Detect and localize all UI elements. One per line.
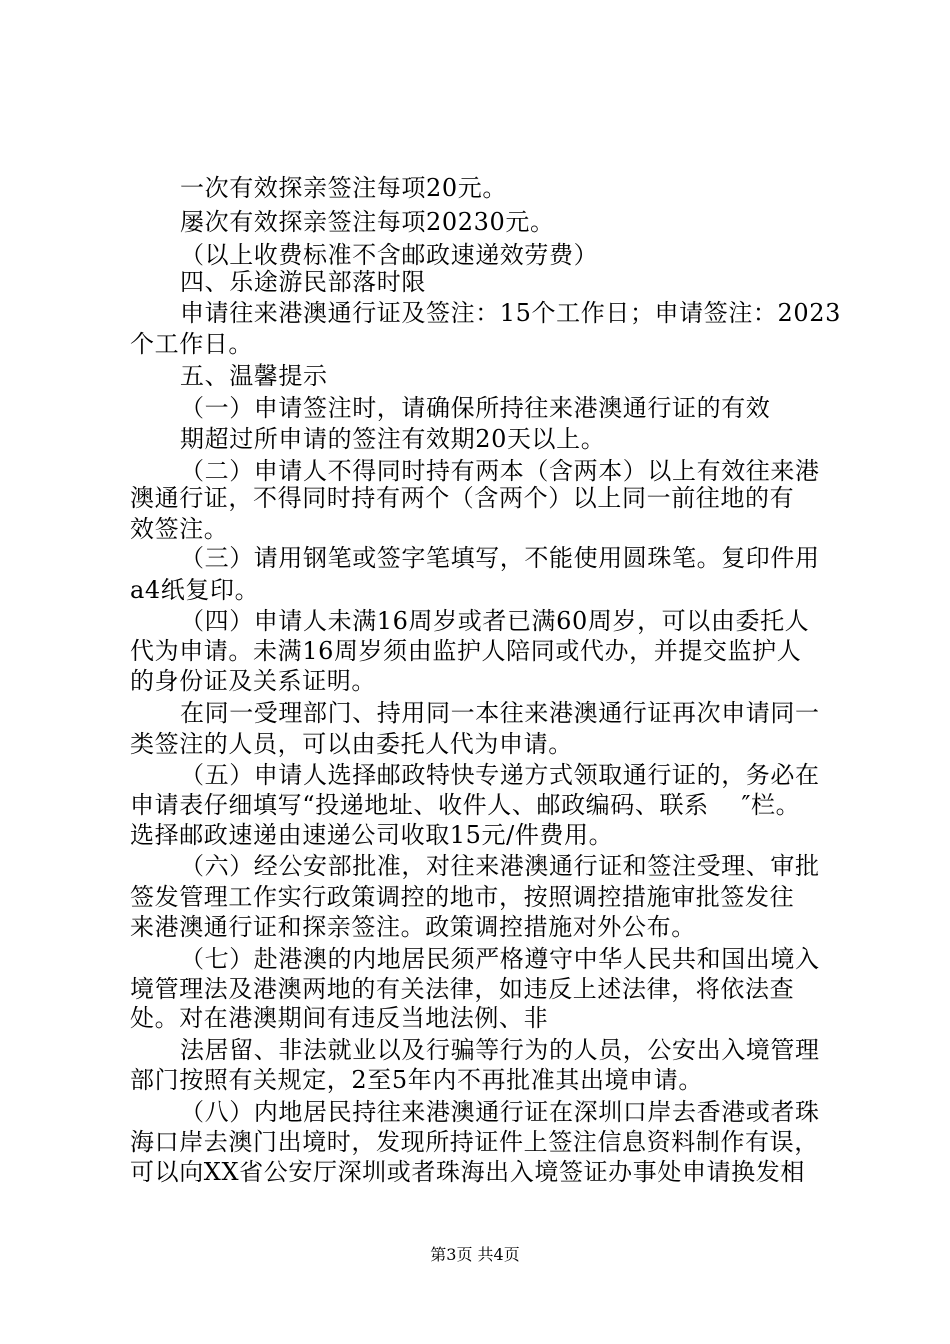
text-line: 来港澳通行证和探亲签注。政策调控措施对外公布。	[130, 913, 696, 941]
text-line: 在同一受理部门、持用同一本往来港澳通行证再次申请同一	[180, 699, 820, 727]
text-line: 澳通行证，不得同时持有两个（含两个）以上同一前往地的有	[130, 484, 795, 512]
text-line: 屡次有效探亲签注每项20230元。	[180, 208, 555, 236]
text-line: （一）申请签注时，请确保所持往来港澳通行证的有效	[180, 394, 771, 422]
text-line: 效签注。	[130, 515, 229, 543]
text-line: 一次有效探亲签注每项20元。	[180, 174, 507, 202]
text-line: 可以向XX省公安厅深圳或者珠海出入境签证办事处申请换发相	[130, 1158, 805, 1186]
text-line: 五、温馨提示	[180, 362, 328, 390]
text-line: 申请表仔细填写“投递地址、收件人、邮政编码、联系 ″栏。	[130, 791, 801, 819]
text-line: 选择邮政速递由速递公司收取15元/件费用。	[130, 821, 614, 849]
text-line: 个工作日。	[130, 330, 253, 358]
text-line: 部门按照有关规定，2至5年内不再批准其出境申请。	[130, 1066, 703, 1094]
page-number-footer: 第3页 共4页	[430, 1245, 520, 1264]
text-line: a4纸复印。	[130, 576, 260, 604]
text-line: 申请往来港澳通行证及签注：15个工作日；申请签注：2023	[180, 299, 842, 327]
text-line: 的身份证及关系证明。	[130, 667, 376, 695]
text-line: 签发管理工作实行政策调控的地市，按照调控措施审批签发往	[130, 883, 795, 911]
text-line: （以上收费标准不含邮政速递效劳费）	[180, 241, 599, 269]
text-line: （六）经公安部批准，对往来港澳通行证和签注受理、审批	[180, 852, 820, 880]
text-line: （八）内地居民持往来港澳通行证在深圳口岸去香港或者珠	[180, 1098, 820, 1126]
text-line: （三）请用钢笔或签字笔填写，不能使用圆珠笔。复印件用	[180, 544, 820, 572]
text-line: （七）赴港澳的内地居民须严格遵守中华人民共和国出境入	[180, 945, 820, 973]
text-line: （二）申请人不得同时持有两本（含两本）以上有效往来港	[180, 457, 820, 485]
text-line: 代为申请。未满16周岁须由监护人陪同或代办，并提交监护人	[130, 637, 802, 665]
text-line: 处。对在港澳期间有违反当地法例、非	[130, 1004, 549, 1032]
text-line: （五）申请人选择邮政特快专递方式领取通行证的，务必在	[180, 761, 820, 789]
text-line: 海口岸去澳门出境时，发现所持证件上签注信息资料制作有误，	[130, 1128, 819, 1156]
text-line: 类签注的人员，可以由委托人代为申请。	[130, 730, 573, 758]
text-line: 期超过所申请的签注有效期20天以上。	[180, 425, 606, 453]
text-line: （四）申请人未满16周岁或者已满60周岁，可以由委托人	[180, 607, 810, 635]
text-line: 境管理法及港澳两地的有关法律，如违反上述法律，将依法查	[130, 975, 795, 1003]
text-line: 四、乐途游民部落时限	[180, 268, 426, 296]
text-line: 法居留、非法就业以及行骗等行为的人员，公安出入境管理	[180, 1036, 820, 1064]
